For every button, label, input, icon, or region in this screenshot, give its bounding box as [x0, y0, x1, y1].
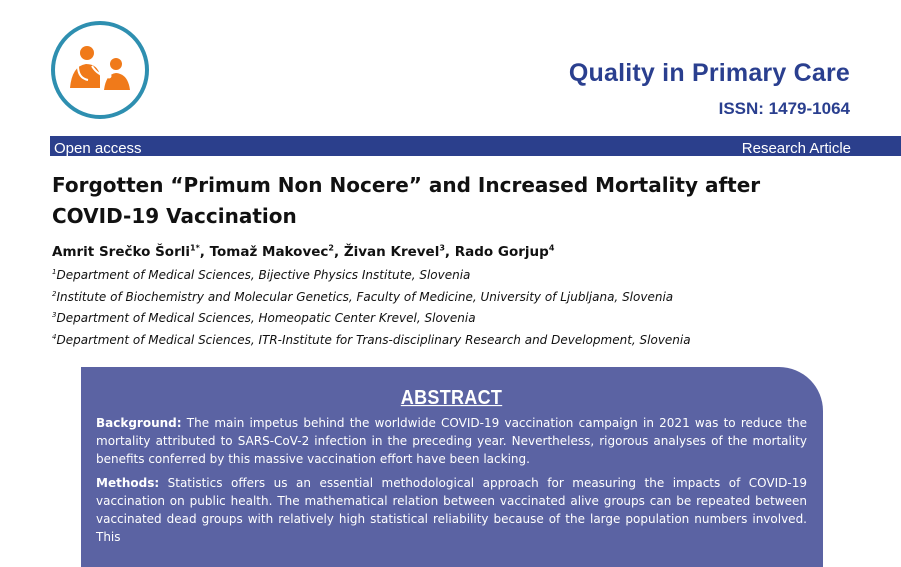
author [455, 244, 555, 260]
article-title-line: Forgotten “Primum Non Nocere” and Increased Mortality after [52, 173, 761, 197]
journal-logo [48, 18, 152, 122]
affiliation-text: Institute of Biochemistry and Molecular Genetics, Faculty of Medicine, University of Ljubljana, Slovenia [56, 289, 674, 304]
journal-title: Quality in Primary Care [568, 59, 850, 87]
article-type-band [50, 136, 901, 156]
abstract-background-text: The main impetus behind the worldwide COVID-19 vaccination campaign in 2021 was to reduce the mortality attributed to SARS-CoV-2 infection in the preceding year. Nevertheless, rigorous analyses of the mortality benefits conferred by this massive vaccination effort have been lacking. [96, 416, 807, 466]
open-access-label: Open access [54, 140, 142, 157]
author-sup: 1* [190, 243, 200, 252]
abstract-methods-text: Statistics offers us an essential methodological approach for measuring the impacts of COVID-19 vaccination on public health. The mathematical relation between vaccinated alive groups can be repeated between vaccinated dead groups with relatively high statistical reliability because of the large population numbers involved. This [96, 476, 807, 544]
abstract-box [81, 367, 823, 567]
journal-issn: ISSN: 1479-1064 [718, 99, 850, 118]
affiliation-text: Department of Medical Sciences, Homeopatic Center Krevel, Slovenia [56, 311, 476, 325]
author-name: Amrit Srečko Šorli [52, 243, 190, 260]
author-sup: 4 [548, 243, 555, 252]
affiliation-list [52, 263, 691, 349]
affiliation-text: Department of Medical Sciences, Bijective Physics Institute, Slovenia [56, 268, 471, 282]
abstract-background [96, 414, 807, 468]
affiliation [52, 328, 691, 350]
abstract-methods [96, 474, 807, 546]
author-name: Živan Krevel [343, 243, 440, 260]
author [210, 244, 344, 260]
affiliation-number: 2 [52, 289, 57, 298]
author-name: Rado Gorjup [454, 243, 549, 260]
author-separator: , [334, 243, 344, 260]
affiliation [52, 263, 691, 285]
author-separator: , [199, 243, 210, 260]
author [344, 244, 455, 260]
article-title [52, 170, 812, 232]
affiliation-number: 1 [52, 268, 57, 276]
article-type-label: Research Article [741, 140, 851, 157]
affiliation-number: 3 [52, 311, 57, 319]
abstract-background-label: Background: [96, 416, 182, 430]
author-sup: 2 [328, 243, 334, 252]
article-title-line: COVID-19 Vaccination [52, 204, 297, 228]
author-list [52, 243, 554, 260]
affiliation [52, 285, 691, 307]
affiliation [52, 306, 691, 328]
author-sup: 3 [439, 243, 445, 252]
author-name: Tomaž Makovec [209, 243, 329, 260]
affiliation-text: Department of Medical Sciences, ITR-Institute for Trans-disciplinary Research and Development, Slovenia [56, 332, 691, 347]
author [52, 244, 210, 260]
abstract-heading: ABSTRACT [400, 385, 503, 409]
author-separator: , [444, 243, 455, 260]
abstract-methods-label: Methods: [96, 476, 160, 490]
affiliation-number: 4 [52, 332, 57, 341]
